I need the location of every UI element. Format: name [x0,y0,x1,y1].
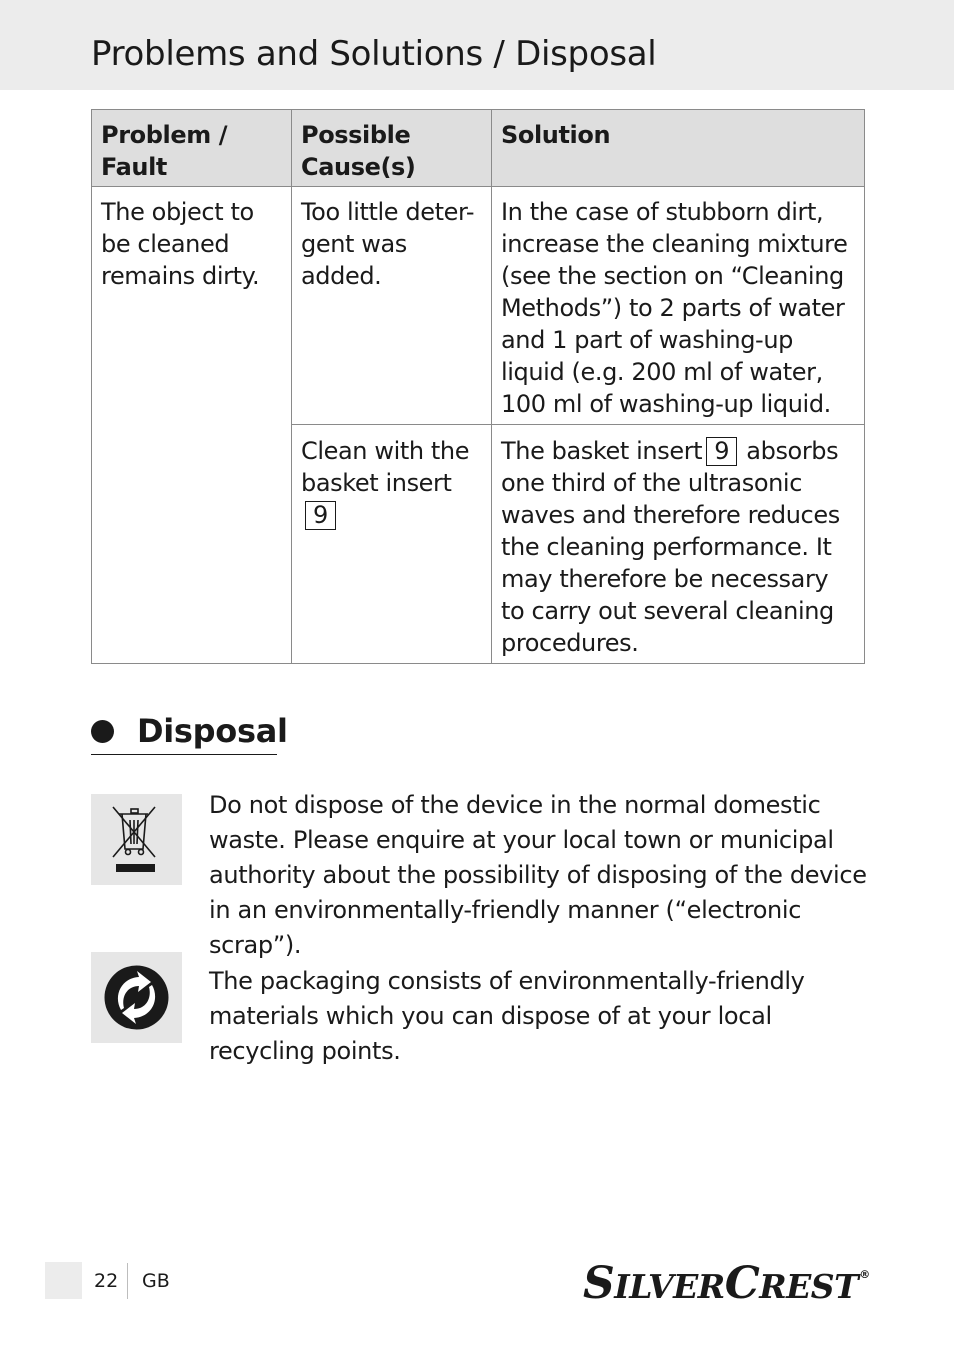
problem-cell: The object to be cleaned remains dirty. [92,187,292,664]
page-title: Problems and Solutions / Disposal [91,34,657,74]
bullet-icon [91,720,114,743]
language-code: GB [142,1270,170,1292]
weee-disposal-text: Do not dispose of the device in the normal domestic waste. Please enquire at your local town or municipal authority about the possibility of disposing of the device in an environmentally-friendly manner (“electronic scrap”). [209,791,867,959]
brand-logo: SILVERCREST® [583,1258,870,1309]
footer-marker [45,1262,82,1299]
cause-cell: Too little deter- gent was added. [292,187,492,425]
solution-cell [492,425,865,664]
column-header-cause: Possible Cause(s) [292,110,492,187]
solution-text-end: absorbs one third of the ultrasonic waves and therefore reduces the cleaning performance. It may therefore be necessary to carry out several cleaning procedures. [501,437,840,657]
reference-number-box: 9 [305,501,336,530]
troubleshooting-table [91,109,865,664]
registered-mark: ® [859,1268,870,1281]
column-header-solution: Solution [492,110,865,187]
cause-cell [292,425,492,664]
page-number: 22 [94,1270,119,1292]
solution-cell: In the case of stubborn dirt, increase the cleaning mixture (see the section on “Cleaning Methods”) to 2 parts of water and 1 part of washing-up liquid (e.g. 200 ml of water, 100 ml of washing-up liquid. [492,187,865,425]
disposal-title: Disposal [137,712,288,750]
cause-text: Clean with the basket insert [301,437,470,497]
green-dot-recycling-icon [91,952,182,1043]
disposal-section-heading [91,712,288,755]
column-header-problem: Problem / Fault [92,110,292,187]
table-row [92,187,865,425]
packaging-disposal-text: The packaging consists of environmentally-friendly materials which you can dispose of at your local recycling points. [209,967,805,1065]
footer-divider [127,1263,128,1299]
solution-text-start: The basket insert [501,437,703,465]
crossed-out-wheelie-bin-icon [91,794,182,885]
table-header-row [92,110,865,187]
reference-number-box: 9 [706,437,737,466]
